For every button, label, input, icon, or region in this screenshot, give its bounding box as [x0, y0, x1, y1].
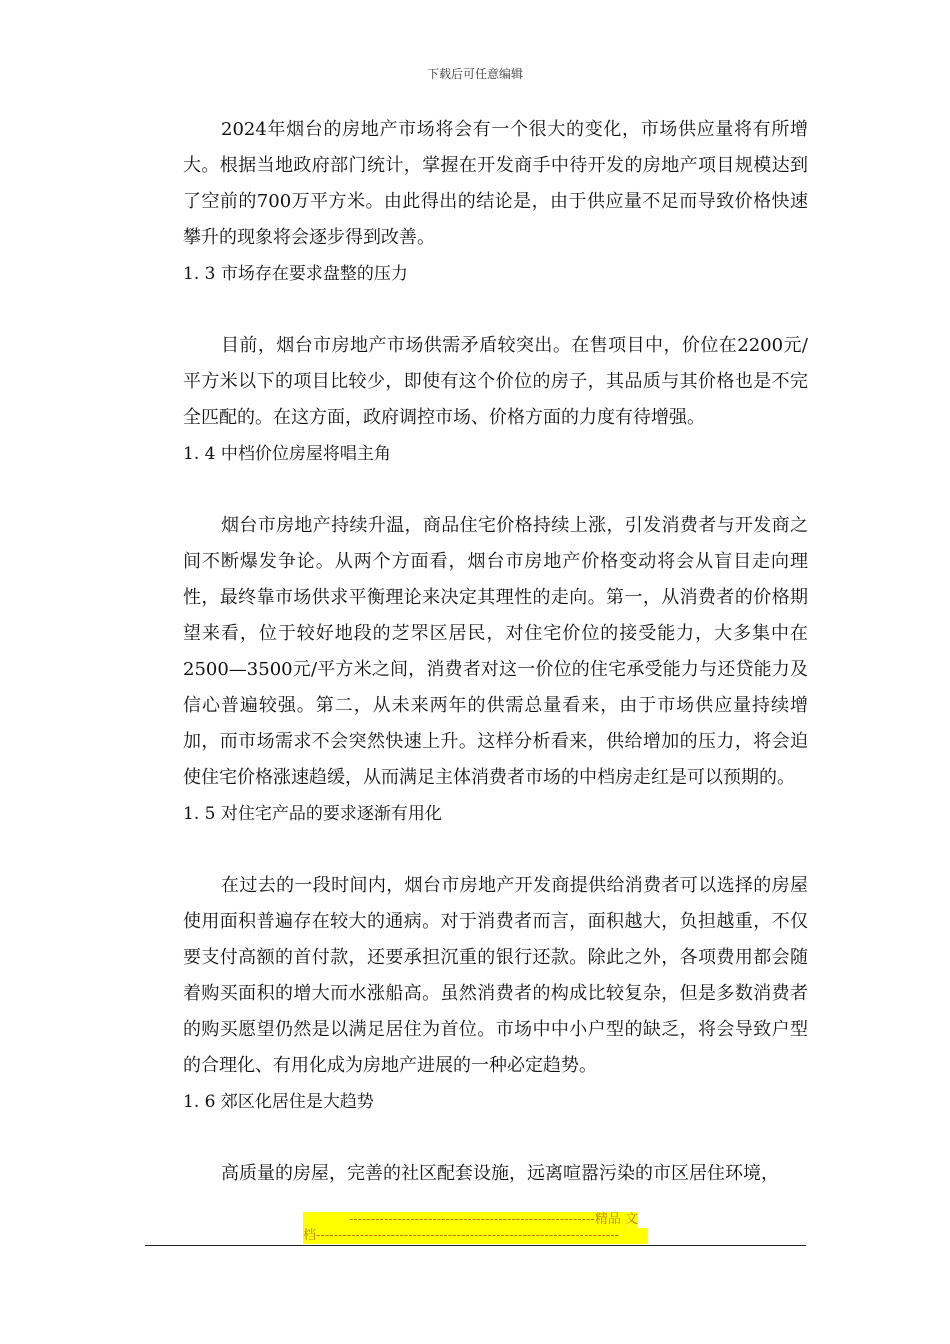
footer-watermark-line-1: --------------------------------------------------------精品 文 [303, 1212, 638, 1228]
section-heading-1-6: 1. 6 郊区化居住是大趋势 [183, 1092, 374, 1112]
section-heading-1-3: 1. 3 市场存在要求盘整的压力 [183, 264, 408, 284]
blank-line [183, 292, 808, 328]
paragraph-market-supply: 2024年烟台的房地产市场将会有一个很大的变化，市场供应量将有所增大。根据当地政府部门统计，掌握在开发商手中待开发的房地产项目规模达到了空前的700万平方米。由此得出的结论是，由于供应量不足而导致价格快速攀升的现象将会逐步得到改善。 [183, 119, 808, 248]
blank-line [183, 472, 808, 508]
section-heading-1-5: 1. 5 对住宅产品的要求逐渐有用化 [183, 804, 442, 824]
footer-divider [145, 1245, 806, 1246]
paragraph-supply-demand: 目前，烟台市房地产市场供需矛盾较突出。在售项目中，价位在2200元/平方米以下的项目比较少，即使有这个价位的房子，其品质与其价格也是不完全匹配的。在这方面，政府调控市场、价格方面的力度有待增强。 [183, 335, 808, 428]
section-heading-1-4: 1. 4 中档价位房屋将唱主角 [183, 444, 391, 464]
page-header: 下载后可任意编辑 [426, 67, 523, 81]
paragraph-suburban-living: 高质量的房屋，完善的社区配套设施，远离喧嚣污染的市区居住环境， [221, 1163, 779, 1184]
blank-line [183, 832, 808, 868]
paragraph-mid-price-housing: 烟台市房地产持续升温，商品住宅价格持续上涨，引发消费者与开发商之间不断爆发争论。从两个方面看，烟台市房地产价格变动将会从盲目走向理性，最终靠市场供求平衡理论来决定其理性的走向。第一，从消费者的价格期望来看，位于较好地段的芝罘区居民，对住宅价位的接受能力，大多集中在2500—3500元/平方米之间，消费者对这一价位的住宅承受能力与还贷能力及信心普遍较强。第二，从未来两年的供需总量看来，由于市场供应量持续增加，而市场需求不会突然快速上升。这样分析看来，供给增加的压力，将会迫使住宅价格涨速趋缓，从而满足主体消费者市场的中档房走红是可以预期的。 [183, 515, 808, 788]
footer-watermark-line-2: 档--------------------------------------------------------------------- [303, 1228, 648, 1244]
blank-line [183, 1120, 808, 1156]
document-body [183, 112, 808, 1192]
paragraph-practical-housing: 在过去的一段时间内，烟台市房地产开发商提供给消费者可以选择的房屋使用面积普遍存在较大的通病。对于消费者而言，面积越大，负担越重，不仅要支付高额的首付款，还要承担沉重的银行还款。除此之外，各项费用都会随着购买面积的增大而水涨船高。虽然消费者的构成比较复杂，但是多数消费者的购买愿望仍然是以满足居住为首位。市场中中小户型的缺乏，将会导致户型的合理化、有用化成为房地产进展的一种必定趋势。 [183, 875, 808, 1076]
